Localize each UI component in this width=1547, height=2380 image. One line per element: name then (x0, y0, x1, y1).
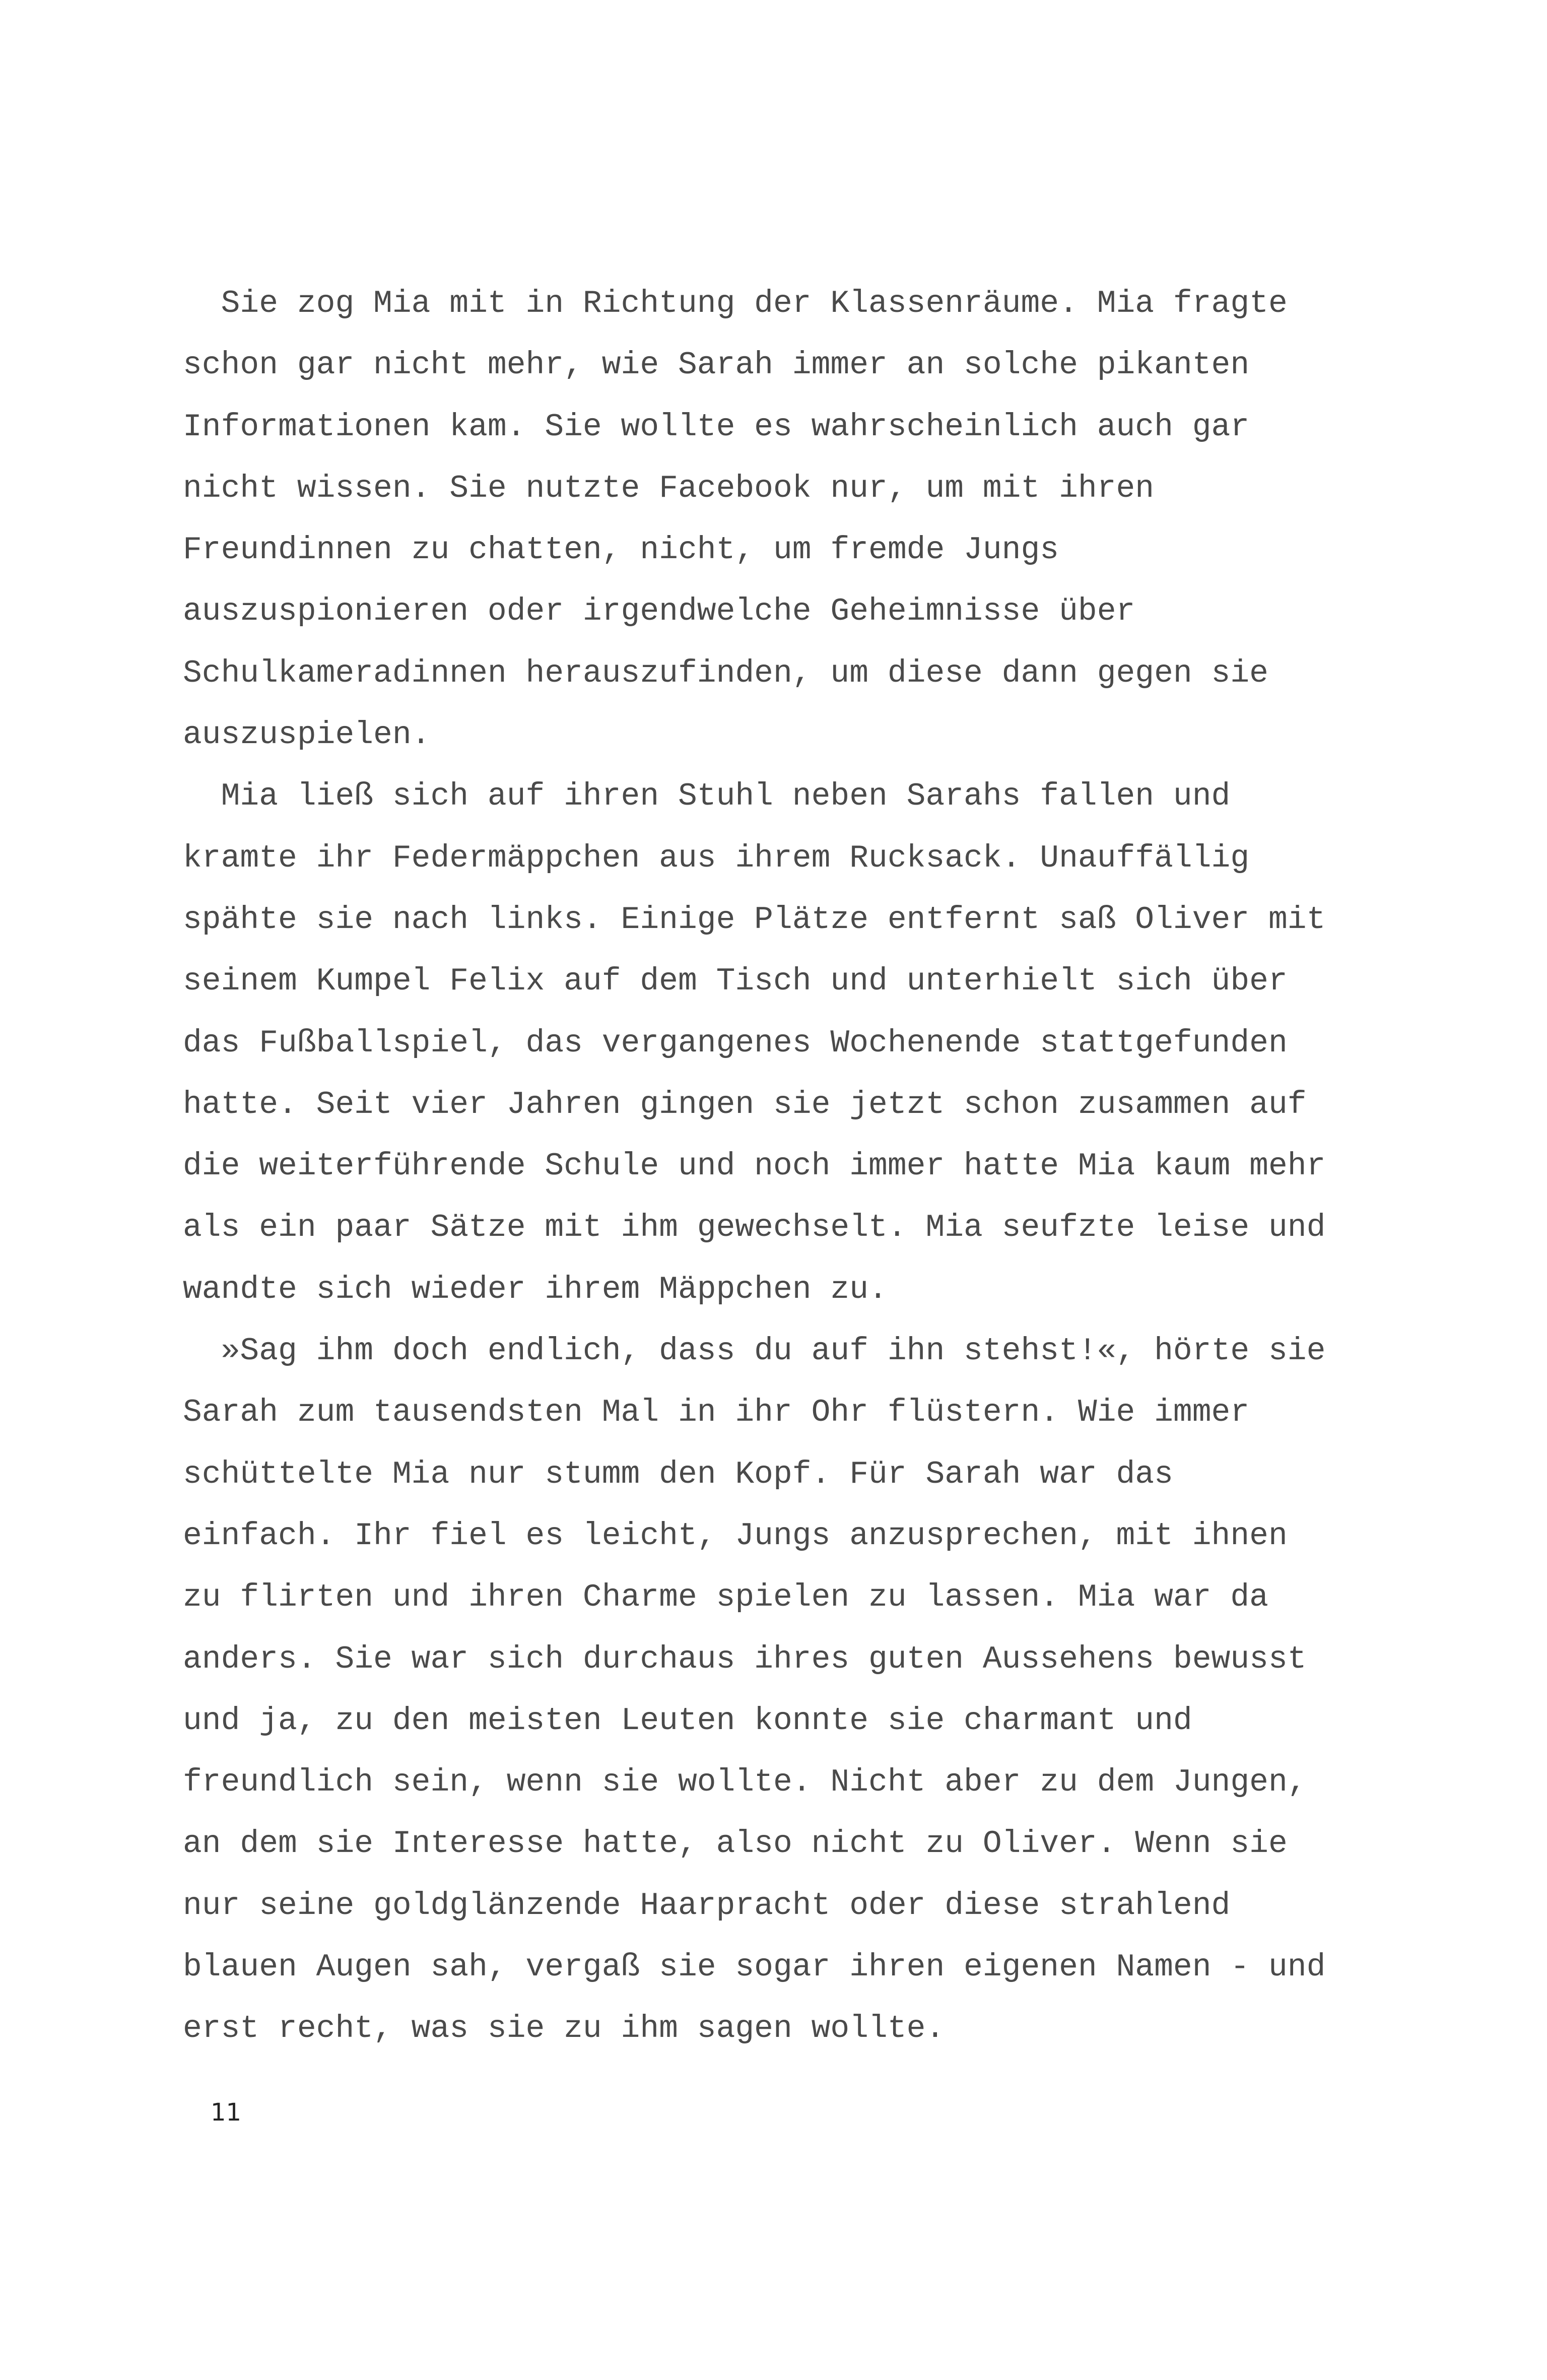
body-text (183, 273, 1352, 2060)
text-line: die weiterführende Schule und noch immer hatte Mia kaum mehr (183, 1148, 1326, 1184)
text-line: schüttelte Mia nur stumm den Kopf. Für Sarah war das (183, 1456, 1173, 1492)
text-line: »Sag ihm doch endlich, dass du auf ihn stehst!«, hörte sie (183, 1333, 1326, 1369)
text-line: Mia ließ sich auf ihren Stuhl neben Sarahs fallen und (183, 778, 1231, 815)
text-line: kramte ihr Federmäppchen aus ihrem Rucksack. Unauffällig (183, 840, 1250, 876)
text-line: erst recht, was sie zu ihm sagen wollte. (183, 2011, 945, 2047)
text-line: auszuspielen. (183, 717, 431, 753)
text-line: Informationen kam. Sie wollte es wahrscheinlich auch gar (183, 409, 1250, 445)
page-number: 11 (211, 2098, 242, 2127)
text-line: Schulkameradinnen herauszufinden, um diese dann gegen sie (183, 655, 1268, 691)
text-line: Sie zog Mia mit in Richtung der Klassenräume. Mia fragte (183, 286, 1288, 321)
text-line: blauen Augen sah, vergaß sie sogar ihren eigenen Namen - und (183, 1949, 1326, 1986)
text-line: zu flirten und ihren Charme spielen zu lassen. Mia war da (183, 1579, 1268, 1616)
text-line: spähte sie nach links. Einige Plätze entfernt saß Oliver mit (183, 901, 1326, 938)
text-line: an dem sie Interesse hatte, also nicht zu Oliver. Wenn sie (183, 1826, 1288, 1862)
text-line: anders. Sie war sich durchaus ihres guten Aussehens bewusst (183, 1641, 1307, 1677)
text-line: Freundinnen zu chatten, nicht, um fremde Jungs (183, 532, 1059, 568)
text-line: wandte sich wieder ihrem Mäppchen zu. (183, 1271, 888, 1307)
text-line: als ein paar Sätze mit ihm gewechselt. Mia seufzte leise und (183, 1210, 1326, 1246)
text-line: auszuspionieren oder irgendwelche Geheimnisse über (183, 593, 1135, 630)
text-line: Sarah zum tausendsten Mal in ihr Ohr flüstern. Wie immer (183, 1395, 1250, 1431)
text-line: einfach. Ihr fiel es leicht, Jungs anzusprechen, mit ihnen (183, 1517, 1288, 1554)
text-line: seinem Kumpel Felix auf dem Tisch und unterhielt sich über (183, 963, 1288, 1000)
text-line: nur seine goldglänzende Haarpracht oder diese strahlend (183, 1887, 1231, 1924)
text-line: das Fußballspiel, das vergangenes Wochenende stattgefunden (183, 1025, 1288, 1061)
text-line: und ja, zu den meisten Leuten konnte sie charmant und (183, 1702, 1192, 1739)
text-line: schon gar nicht mehr, wie Sarah immer an solche pikanten (183, 347, 1250, 383)
text-line: freundlich sein, wenn sie wollte. Nicht aber zu dem Jungen, (183, 1764, 1307, 1801)
text-line: nicht wissen. Sie nutzte Facebook nur, um mit ihren (183, 470, 1155, 506)
text-line: hatte. Seit vier Jahren gingen sie jetzt schon zusammen auf (183, 1086, 1307, 1122)
